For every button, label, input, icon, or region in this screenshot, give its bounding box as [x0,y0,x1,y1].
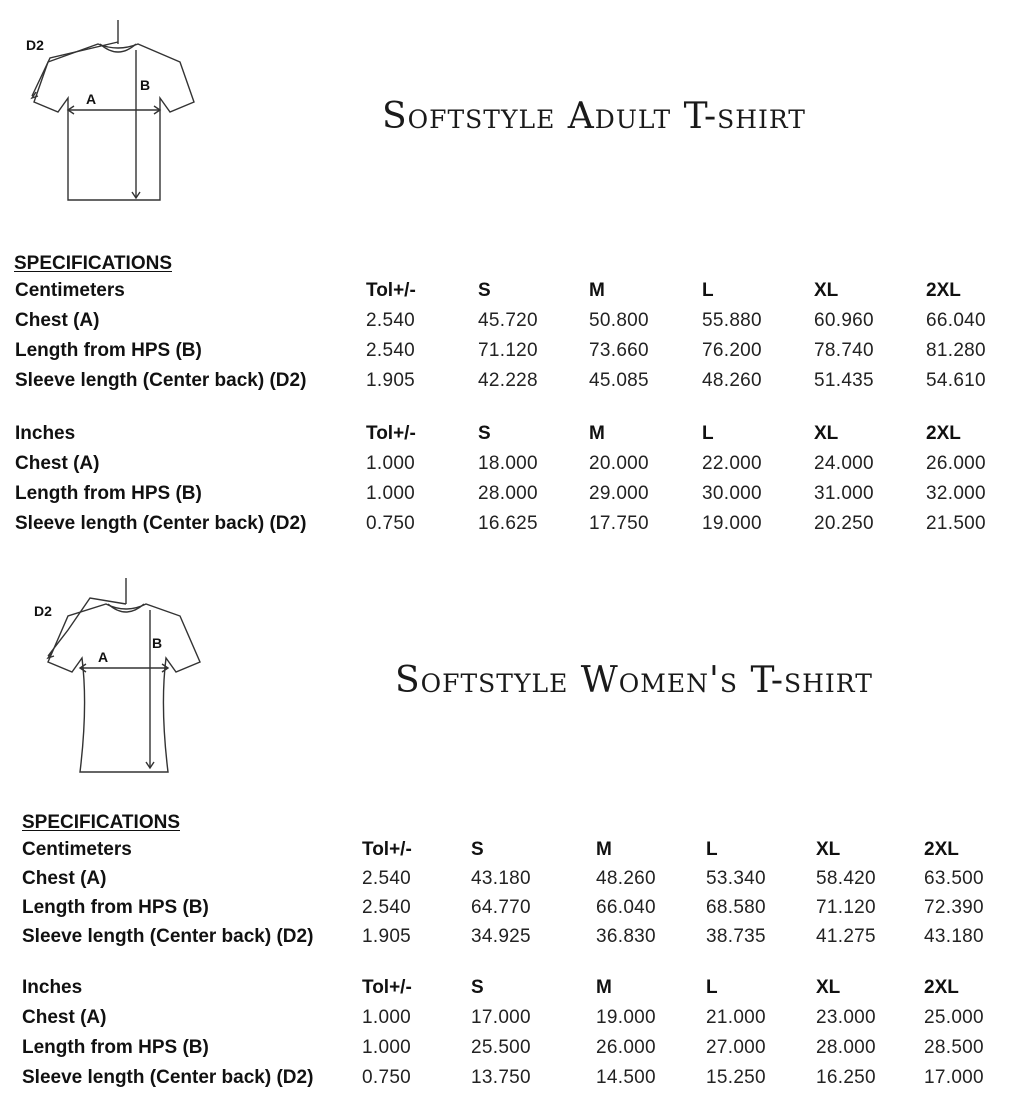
women-title: Softstyle Women's T-shirt [395,660,873,701]
table-cell: 42.228 [478,370,538,391]
table-header-row [0,280,1024,308]
table-row [0,483,1024,511]
table-header-row [0,977,1024,1005]
tshirt-icon [20,14,210,206]
table-cell: 28.000 [478,483,538,504]
table-cell: 31.000 [814,483,874,504]
table-cell: 50.800 [589,310,649,331]
table-cell: 43.180 [924,926,984,947]
table-cell: 22.000 [702,453,762,474]
table-cell: 34.925 [471,926,531,947]
table-cell: 1.905 [366,370,416,391]
measurement-label: Length from HPS (B) [15,483,202,504]
table-cell: 1.000 [362,1037,412,1058]
column-header: L [706,839,718,860]
measurement-label: Length from HPS (B) [22,897,209,918]
table-row [0,897,1024,925]
column-header: Tol+/- [366,280,416,301]
table-cell: 81.280 [926,340,986,361]
table-cell: 1.000 [362,1007,412,1028]
unit-label: Centimeters [15,280,125,301]
column-header: Tol+/- [362,977,412,998]
table-cell: 21.000 [706,1007,766,1028]
table-row [0,513,1024,541]
table-row [0,453,1024,481]
measurement-label: Chest (A) [15,310,100,331]
table-row [0,310,1024,338]
column-header: 2XL [926,423,961,444]
table-cell: 76.200 [702,340,762,361]
table-cell: 45.085 [589,370,649,391]
measurement-label: Chest (A) [15,453,100,474]
table-cell: 54.610 [926,370,986,391]
table-cell: 19.000 [702,513,762,534]
table-cell: 25.500 [471,1037,531,1058]
table-cell: 18.000 [478,453,538,474]
measurement-label: Chest (A) [22,1007,107,1028]
table-cell: 38.735 [706,926,766,947]
table-cell: 28.000 [816,1037,876,1058]
table-cell: 73.660 [589,340,649,361]
measurement-label: Sleeve length (Center back) (D2) [15,370,307,391]
table-cell: 30.000 [702,483,762,504]
column-header: S [478,423,491,444]
column-header: L [702,423,714,444]
table-cell: 0.750 [362,1067,412,1088]
column-header: S [471,977,484,998]
table-cell: 66.040 [596,897,656,918]
column-header: 2XL [926,280,961,301]
column-header: XL [816,839,841,860]
measurement-label: Sleeve length (Center back) (D2) [15,513,307,534]
table-cell: 24.000 [814,453,874,474]
table-cell: 2.540 [366,310,416,331]
table-cell: 0.750 [366,513,416,534]
table-cell: 1.000 [366,483,416,504]
unit-label: Inches [22,977,83,998]
table-cell: 51.435 [814,370,874,391]
table-row [0,340,1024,368]
table-cell: 21.500 [926,513,986,534]
column-header: S [471,839,484,860]
unit-label: Centimeters [22,839,132,860]
table-cell: 55.880 [702,310,762,331]
table-cell: 2.540 [362,897,412,918]
table-cell: 63.500 [924,868,984,889]
column-header: 2XL [924,839,959,860]
table-cell: 19.000 [596,1007,656,1028]
column-header: Tol+/- [362,839,412,860]
table-cell: 17.000 [924,1067,984,1088]
d2-label: D2 [34,603,52,619]
table-cell: 17.750 [589,513,649,534]
column-header: XL [816,977,841,998]
table-cell: 20.250 [814,513,874,534]
column-header: M [596,977,612,998]
table-cell: 43.180 [471,868,531,889]
table-cell: 53.340 [706,868,766,889]
column-header: M [596,839,612,860]
measurement-label: Length from HPS (B) [22,1037,209,1058]
table-cell: 64.770 [471,897,531,918]
table-cell: 60.960 [814,310,874,331]
table-header-row [0,423,1024,451]
table-cell: 16.250 [816,1067,876,1088]
d2-label: D2 [26,37,44,53]
table-cell: 16.625 [478,513,538,534]
table-cell: 13.750 [471,1067,531,1088]
table-cell: 29.000 [589,483,649,504]
table-cell: 25.000 [924,1007,984,1028]
column-header: M [589,423,605,444]
column-header: Tol+/- [366,423,416,444]
table-cell: 14.500 [596,1067,656,1088]
measurement-label: Sleeve length (Center back) (D2) [22,1067,314,1088]
table-row [0,1007,1024,1035]
table-cell: 32.000 [926,483,986,504]
column-header: L [706,977,718,998]
table-row [0,1067,1024,1095]
table-row [0,370,1024,398]
measurement-label: Chest (A) [22,868,107,889]
table-cell: 68.580 [706,897,766,918]
table-cell: 26.000 [596,1037,656,1058]
measurement-label: Sleeve length (Center back) (D2) [22,926,314,947]
column-header: XL [814,423,839,444]
adult-spec-heading: SPECIFICATIONS [14,253,172,274]
column-header: L [702,280,714,301]
women-spec-heading: SPECIFICATIONS [22,812,180,833]
table-cell: 71.120 [816,897,876,918]
table-cell: 71.120 [478,340,538,361]
table-cell: 78.740 [814,340,874,361]
table-cell: 66.040 [926,310,986,331]
table-cell: 27.000 [706,1037,766,1058]
womens-tshirt-icon [28,576,218,776]
b-label: B [152,635,163,651]
table-cell: 1.905 [362,926,412,947]
table-row [0,926,1024,954]
measurement-label: Length from HPS (B) [15,340,202,361]
table-cell: 1.000 [366,453,416,474]
adult-title: Softstyle Adult T-shirt [382,96,806,137]
table-cell: 2.540 [362,868,412,889]
column-header: 2XL [924,977,959,998]
table-cell: 26.000 [926,453,986,474]
table-row [0,868,1024,896]
table-cell: 23.000 [816,1007,876,1028]
table-cell: 17.000 [471,1007,531,1028]
table-cell: 2.540 [366,340,416,361]
unit-label: Inches [15,423,76,444]
table-cell: 48.260 [596,868,656,889]
column-header: S [478,280,491,301]
table-header-row [0,839,1024,867]
table-cell: 41.275 [816,926,876,947]
table-cell: 36.830 [596,926,656,947]
a-label: A [86,91,97,107]
table-row [0,1037,1024,1065]
b-label: B [140,77,151,93]
table-cell: 20.000 [589,453,649,474]
column-header: XL [814,280,839,301]
column-header: M [589,280,605,301]
table-cell: 28.500 [924,1037,984,1058]
table-cell: 45.720 [478,310,538,331]
table-cell: 15.250 [706,1067,766,1088]
table-cell: 48.260 [702,370,762,391]
a-label: A [98,649,109,665]
table-cell: 58.420 [816,868,876,889]
table-cell: 72.390 [924,897,984,918]
